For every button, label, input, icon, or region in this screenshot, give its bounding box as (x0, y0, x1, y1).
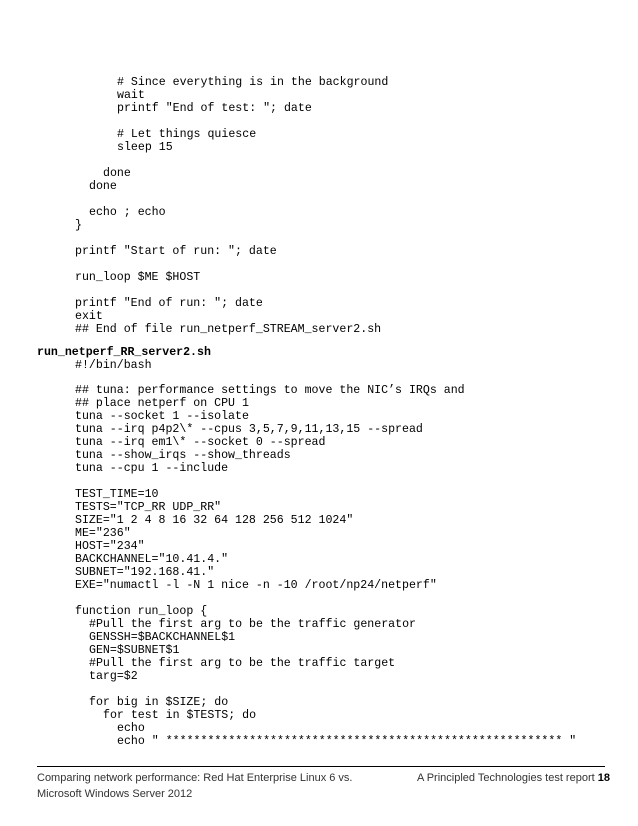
code-line: done (103, 167, 131, 180)
code-line: #Pull the first arg to be the traffic generator (89, 618, 416, 631)
code-line: TESTS="TCP_RR UDP_RR" (75, 501, 222, 514)
code-line: for test in $TESTS; do (103, 709, 257, 722)
code-line: targ=$2 (89, 670, 138, 683)
code-line: tuna --irq p4p2\* --cpus 3,5,7,9,11,13,15 --spread (75, 423, 423, 436)
code-line: ## End of file run_netperf_STREAM_server2.sh (75, 323, 382, 336)
code-line: tuna --show_irqs --show_threads (75, 449, 291, 462)
code-line: run_loop $ME $HOST (75, 271, 201, 284)
code-line: #!/bin/bash (75, 359, 152, 372)
code-line: tuna --irq em1\* --socket 0 --spread (75, 436, 326, 449)
code-line: #Pull the first arg to be the traffic target (89, 657, 396, 670)
code-line: GENSSH=$BACKCHANNEL$1 (89, 631, 236, 644)
code-line: BACKCHANNEL="10.41.4." (75, 553, 229, 566)
footer-report (410, 770, 610, 786)
code-line: tuna --cpu 1 --include (75, 462, 229, 475)
code-line: done (89, 180, 117, 193)
code-line: wait (117, 89, 145, 102)
code-line: function run_loop { (75, 605, 208, 618)
footer-report-label: A Principled Technologies test report (416, 772, 595, 784)
section-heading: run_netperf_RR_server2.sh (37, 346, 211, 359)
code-line: # Let things quiesce (117, 128, 257, 141)
code-line: TEST_TIME=10 (75, 488, 159, 501)
code-line: SUBNET="192.168.41." (75, 566, 215, 579)
code-line: echo (117, 722, 145, 735)
code-line: for big in $SIZE; do (89, 696, 229, 709)
code-line: printf "End of test: "; date (117, 102, 312, 115)
code-line: ## tuna: performance settings to move the NIC’s IRQs and (75, 384, 465, 397)
code-line: printf "End of run: "; date (75, 297, 263, 310)
code-line: EXE="numactl -l -N 1 nice -n -10 /root/np24/netperf" (75, 579, 437, 592)
code-line: GEN=$SUBNET$1 (89, 644, 180, 657)
footer-title: Comparing network performance: Red Hat Enterprise Linux 6 vs. Microsoft Windows Server 2012 (37, 772, 353, 800)
code-line: echo ; echo (89, 206, 166, 219)
footer-divider (37, 766, 605, 767)
code-line: ## place netperf on CPU 1 (75, 397, 249, 410)
code-line: HOST="234" (75, 540, 145, 553)
code-line: exit (75, 310, 103, 323)
code-line: ME="236" (75, 527, 131, 540)
code-line: SIZE="1 2 4 8 16 32 64 128 256 512 1024" (75, 514, 354, 527)
code-line: # Since everything is in the background (117, 76, 389, 89)
code-line: sleep 15 (117, 141, 173, 154)
code-line: echo " ********************************************************* " (117, 735, 577, 748)
code-line: } (75, 219, 82, 232)
code-line: tuna --socket 1 --isolate (75, 410, 249, 423)
code-line: printf "Start of run: "; date (75, 245, 277, 258)
page-number: 18 (597, 772, 610, 784)
